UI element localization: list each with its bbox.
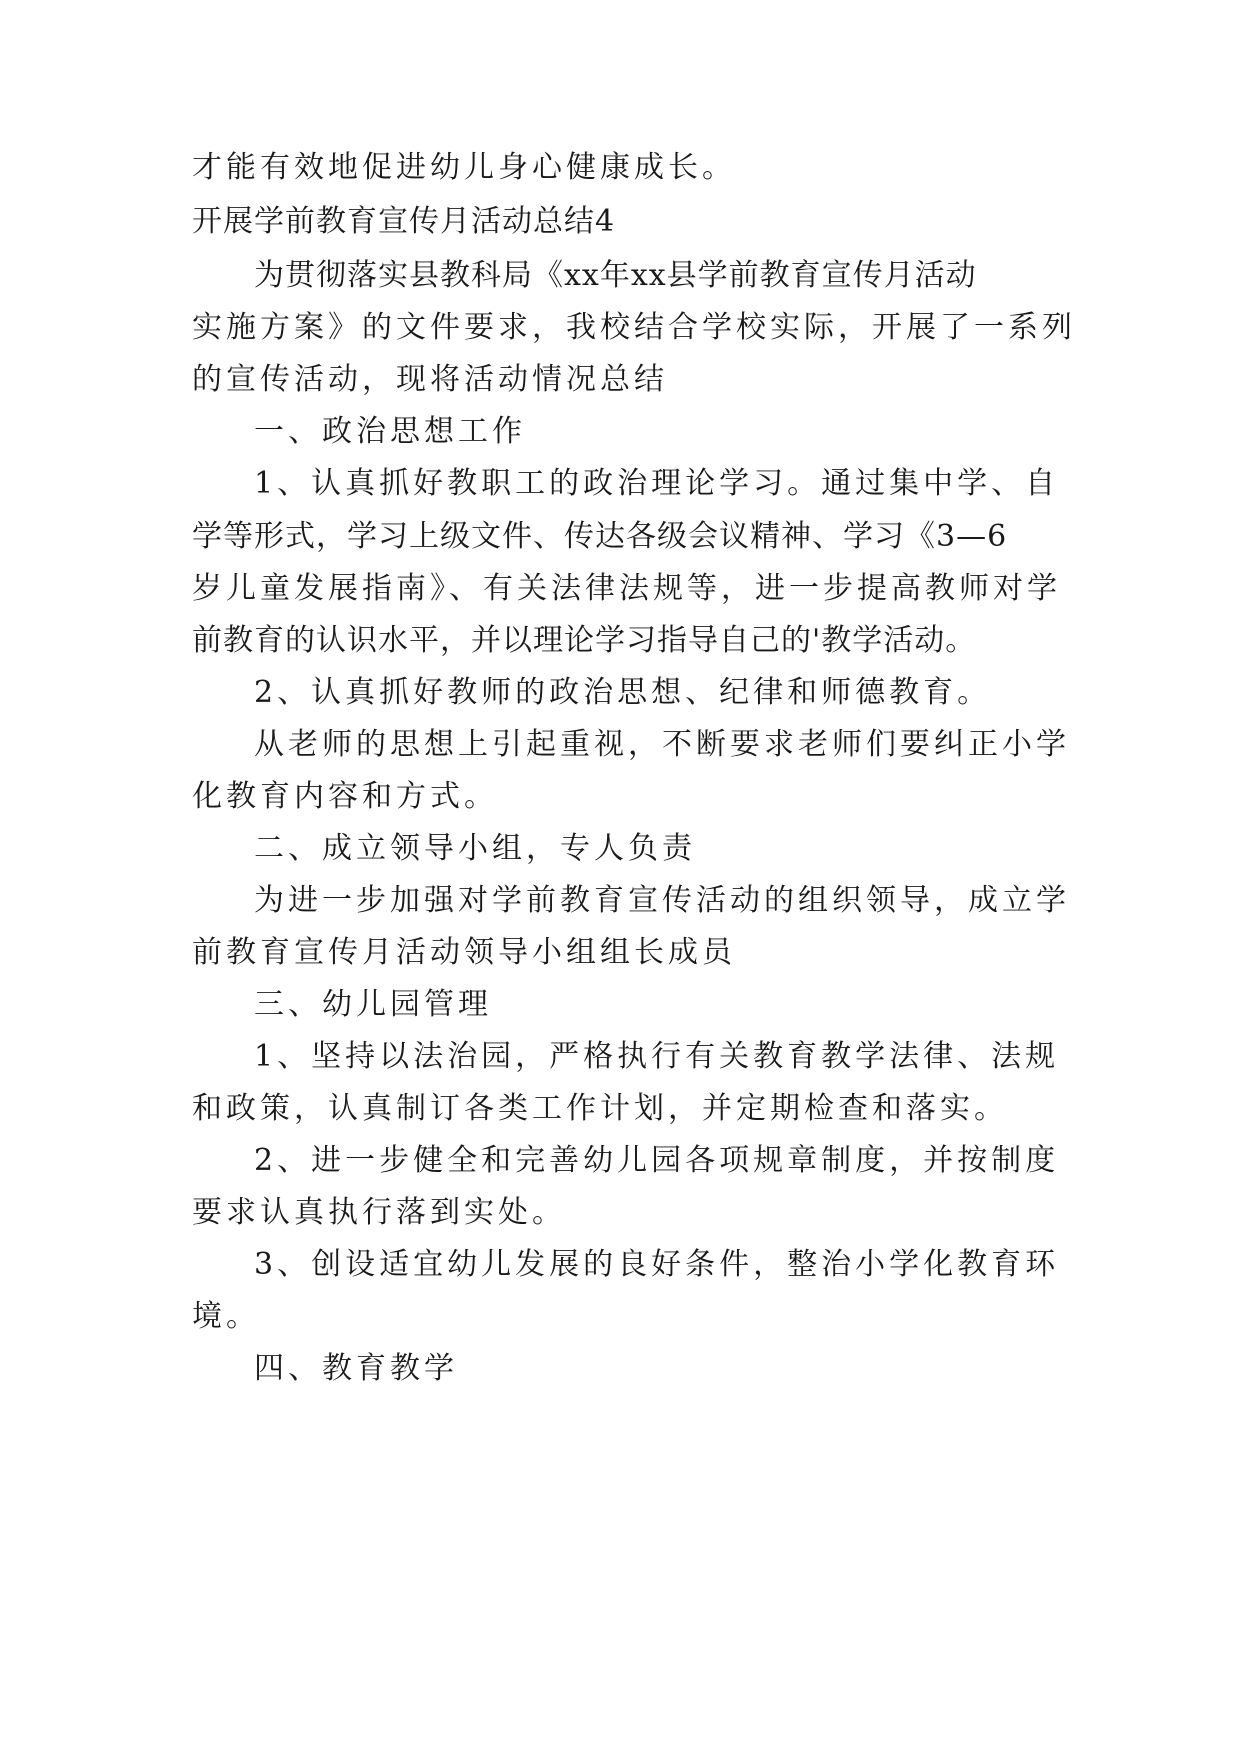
paragraph-line: 为贯彻落实县教科局《xx年xx县学前教育宣传月活动: [254, 258, 977, 293]
section-heading: 二、成立领导小组，专人负责: [254, 831, 696, 866]
paragraph-line: 化教育内容和方式。: [192, 779, 498, 814]
paragraph-line: 前教育宣传月活动领导小组组长成员: [192, 935, 736, 970]
paragraph-line: 1、坚持以法治园，严格执行有关教育教学法律、法规: [254, 1039, 1060, 1074]
paragraph-line: 岁儿童发展指南》、有关法律法规等，进一步提高教师对学: [192, 571, 1061, 606]
paragraph-line: 1、认真抓好教职工的政治理论学习。通过集中学、自: [254, 466, 1060, 501]
section-heading: 三、幼儿园管理: [254, 987, 492, 1022]
text-line: 才能有效地促进幼儿身心健康成长。: [192, 150, 736, 185]
paragraph-line: 为进一步加强对学前教育宣传活动的组织领导，成立学: [254, 883, 1070, 918]
paragraph-line: 2、进一步健全和完善幼儿园各项规章制度，并按制度: [254, 1143, 1060, 1178]
section-heading: 一、政治思想工作: [254, 414, 526, 449]
paragraph-line: 实施方案》的文件要求，我校结合学校实际，开展了一系列: [192, 310, 1076, 345]
paragraph-line: 前教育的认识水平，并以理论学习指导自己的'教学活动。: [192, 623, 977, 658]
paragraph-line: 的宣传活动，现将活动情况总结: [192, 362, 668, 397]
paragraph-line: 3、创设适宜幼儿发展的良好条件，整治小学化教育环: [254, 1247, 1060, 1282]
section-heading: 四、教育教学: [254, 1351, 458, 1386]
paragraph-line: 和政策，认真制订各类工作计划，并定期检查和落实。: [192, 1091, 1008, 1126]
section-heading: 开展学前教育宣传月活动总结4: [192, 204, 616, 239]
paragraph-line: 学等形式，学习上级文件、传达各级会议精神、学习《3—6: [192, 519, 1008, 554]
paragraph-line: 从老师的思想上引起重视，不断要求老师们要纠正小学: [254, 727, 1070, 762]
paragraph-line: 境。: [192, 1299, 260, 1334]
paragraph-line: 要求认真执行落到实处。: [192, 1195, 566, 1230]
paragraph-line: 2、认真抓好教师的政治思想、纪律和师德教育。: [254, 675, 992, 710]
